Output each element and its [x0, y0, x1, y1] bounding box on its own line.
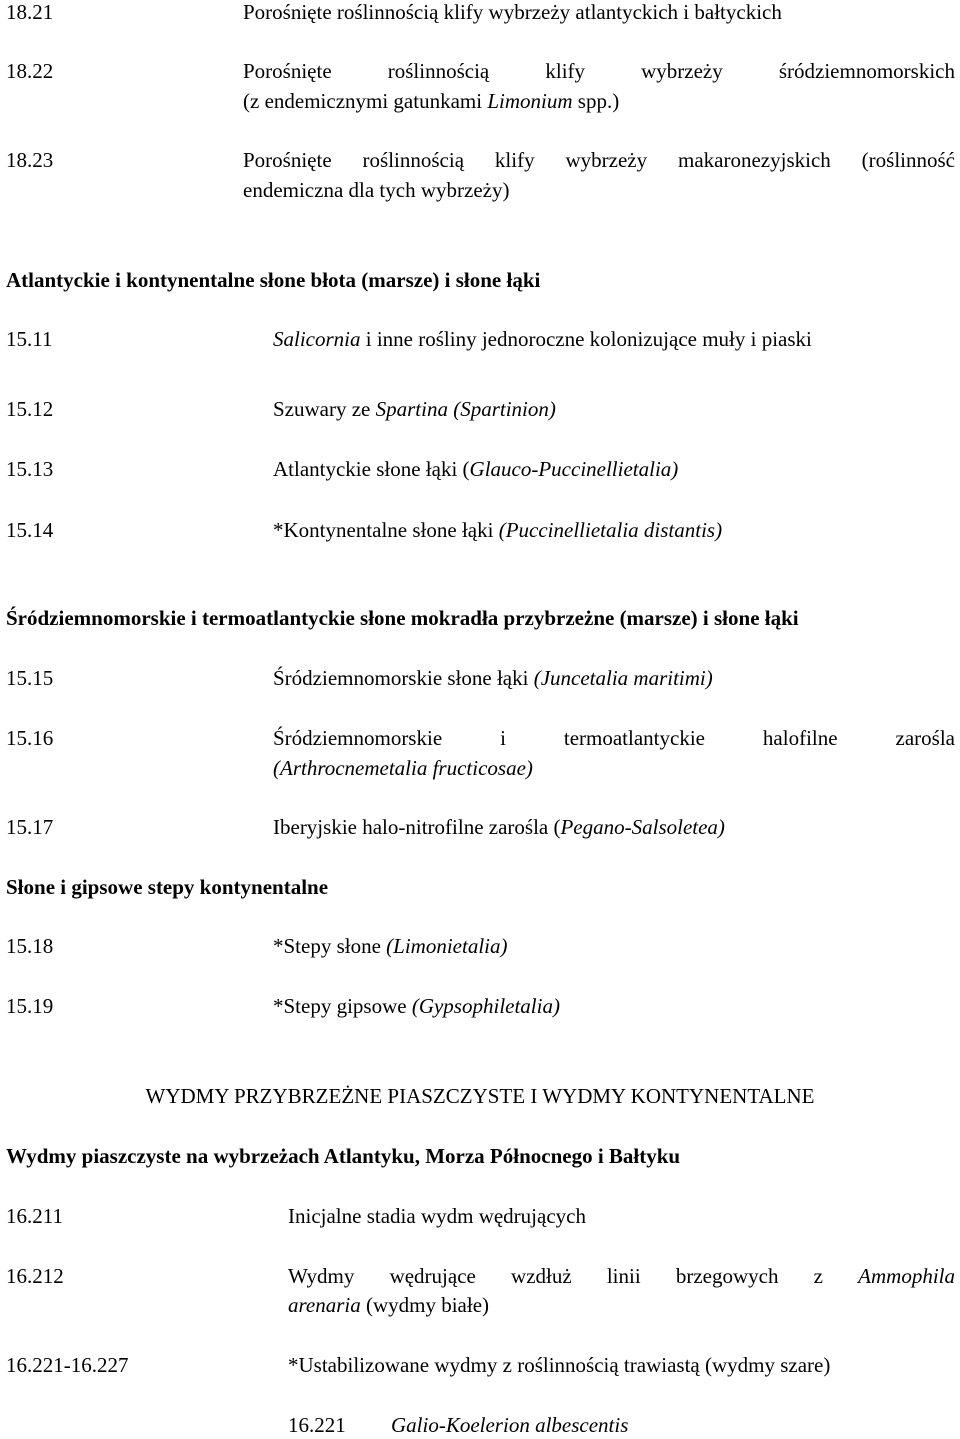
entry-code: 15.18: [6, 934, 54, 958]
text-run: Porośnięte roślinnością klify wybrzeży atlantyckich i bałtyckich: [243, 0, 782, 24]
italic-text: (Limonietalia): [386, 934, 508, 958]
entry-text: [273, 754, 955, 782]
entry-code: 15.16: [6, 726, 54, 750]
entry-text: [273, 325, 955, 353]
entry-text: [273, 395, 955, 423]
section-heading: Śródziemnomorskie i termoatlantyckie słone mokradła przybrzeżne (marsze) i słone łąki: [6, 606, 799, 630]
entry-code: 16.221-16.227: [6, 1353, 129, 1377]
entry-text: [243, 176, 955, 204]
text-run: Porośnięte roślinnością klify wybrzeży makaronezyjskich (roślinność: [243, 148, 955, 172]
text-run: Inicjalne stadia wydm wędrujących: [288, 1204, 586, 1228]
entry-code: 18.21: [6, 0, 54, 24]
entry-text: [273, 664, 955, 692]
entry-text: [243, 87, 955, 115]
entry-text: [273, 992, 955, 1020]
entry-text: [273, 516, 955, 544]
italic-text: Ammophila: [858, 1264, 955, 1288]
italic-text: Pegano-Salsoletea): [560, 815, 725, 839]
entry-code: 16.211: [6, 1204, 63, 1228]
entry-text: [273, 455, 955, 483]
italic-text: (Gypsophiletalia): [411, 994, 560, 1018]
entry-code: 15.15: [6, 666, 54, 690]
entry-text: [243, 146, 955, 174]
entry-code: 15.14: [6, 518, 54, 542]
text-run: *Stepy gipsowe: [273, 994, 412, 1018]
text-run: Iberyjskie halo-nitrofilne zarośla (: [273, 815, 561, 839]
entry-code: 15.19: [6, 994, 54, 1018]
entry-text: [391, 1411, 951, 1439]
italic-text: Limonium: [487, 89, 573, 113]
entry-text: [288, 1291, 955, 1319]
entry-text: [288, 1202, 955, 1230]
entry-text: [243, 57, 955, 85]
italic-text: Spartina (Spartinion): [375, 397, 556, 421]
text-run: (wydmy białe): [360, 1293, 490, 1317]
entry-code: 16.221: [288, 1413, 346, 1437]
entry-text: [273, 724, 955, 752]
text-run: i inne rośliny jednoroczne kolonizujące muły i piaski: [360, 327, 812, 351]
text-run: Szuwary ze: [273, 397, 376, 421]
italic-text: arenaria: [288, 1293, 361, 1317]
entry-text: [273, 932, 955, 960]
entry-code: 18.22: [6, 59, 54, 83]
section-heading: Wydmy piaszczyste na wybrzeżach Atlantyku, Morza Północnego i Bałtyku: [6, 1144, 681, 1168]
italic-text: Glauco-Puccinellietalia): [469, 457, 679, 481]
section-heading: Atlantyckie i kontynentalne słone błota (marsze) i słone łąki: [6, 268, 541, 292]
text-run: Wydmy wędrujące wzdłuż linii brzegowych z: [288, 1264, 859, 1288]
entry-code: 15.13: [6, 457, 54, 481]
text-run: spp.): [572, 89, 620, 113]
entry-text: [288, 1351, 955, 1379]
entry-code: 18.23: [6, 148, 54, 172]
entry-text: [273, 813, 955, 841]
section-heading: Słone i gipsowe stepy kontynentalne: [6, 875, 329, 899]
italic-text: Galio-Koelerion albescentis: [391, 1413, 629, 1437]
entry-code: 15.17: [6, 815, 54, 839]
text-run: (z endemicznymi gatunkami: [243, 89, 488, 113]
italic-text: Salicornia: [273, 327, 361, 351]
text-run: *Kontynentalne słone łąki: [273, 518, 499, 542]
entry-code: 15.12: [6, 397, 54, 421]
text-run: Śródziemnomorskie i termoatlantyckie halofilne zarośla: [273, 726, 955, 750]
entry-text: [288, 1262, 955, 1290]
entry-code: 16.212: [6, 1264, 64, 1288]
chapter-title: WYDMY PRZYBRZEŻNE PIASZCZYSTE I WYDMY KONTYNENTALNE: [145, 1084, 815, 1108]
italic-text: (Juncetalia maritimi): [533, 666, 713, 690]
italic-text: (Puccinellietalia distantis): [498, 518, 723, 542]
text-run: Atlantyckie słone łąki (: [273, 457, 470, 481]
entry-text: [243, 0, 955, 26]
text-run: *Stepy słone: [273, 934, 387, 958]
text-run: endemiczna dla tych wybrzeży): [243, 178, 510, 202]
text-run: Śródziemnomorskie słone łąki: [273, 666, 534, 690]
text-run: Porośnięte roślinnością klify wybrzeży śródziemnomorskich: [243, 59, 955, 83]
italic-text: (Arthrocnemetalia fructicosae): [273, 756, 533, 780]
text-run: *Ustabilizowane wydmy z roślinnością trawiastą (wydmy szare): [288, 1353, 831, 1377]
entry-code: 15.11: [6, 327, 53, 351]
